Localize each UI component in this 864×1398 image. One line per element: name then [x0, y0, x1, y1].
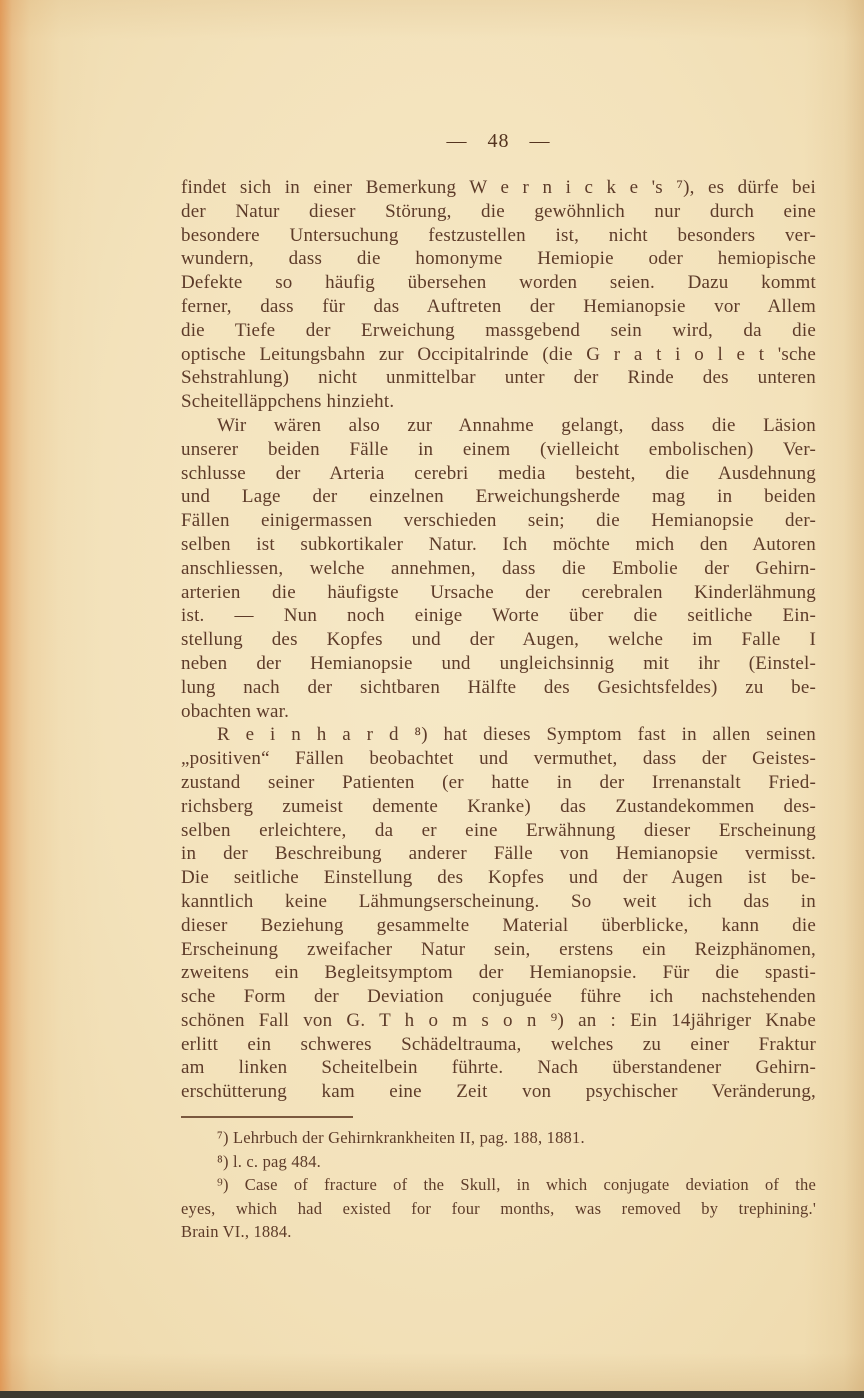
paragraph	[181, 723, 816, 1104]
text-line: Sehstrahlung) nicht unmittelbar unter der Rinde des unteren	[181, 367, 816, 389]
text-line: sche Form der Deviation conjuguée führe ich nachstehenden	[181, 986, 816, 1008]
text-line: zweitens ein Begleitsymptom der Hemianopsie. Für die spasti-	[181, 962, 816, 984]
text-line: in der Beschreibung anderer Fälle von Hemianopsie vermisst.	[181, 843, 816, 865]
text-line: kanntlich keine Lähmungserscheinung. So weit ich das in	[181, 890, 816, 912]
text-line: schönen Fall von G. T h o m s o n ⁹) an : Ein 14jähriger Knabe	[181, 1009, 816, 1031]
paragraph	[181, 1150, 816, 1174]
text-line: stellung des Kopfes und der Augen, welche im Falle I	[181, 629, 816, 651]
text-line: wundern, dass die homonyme Hemiopie oder hemiopische	[181, 248, 816, 270]
body-text	[181, 176, 816, 1104]
text-line: Defekte so häufig übersehen worden seien. Dazu kommt	[181, 272, 816, 294]
text-line: dieser Beziehung gesammelte Material überblicke, kann die	[181, 914, 816, 936]
text-line: lung nach der sichtbaren Hälfte des Gesichtsfeldes) zu be-	[181, 676, 816, 698]
text-line: „positiven“ Fällen beobachtet und vermuthet, dass der Geistes-	[181, 748, 816, 770]
text-line: arterien die häufigste Ursache der cerebralen Kinderlähmung	[181, 581, 816, 603]
text-line: am linken Scheitelbein führte. Nach überstandener Gehirn-	[181, 1057, 816, 1079]
text-line: Erscheinung zweifacher Natur sein, erstens ein Reizphänomen,	[181, 938, 816, 960]
text-line: Scheitelläppchens hinzieht.	[181, 391, 395, 413]
text-line: selben ist subkortikaler Natur. Ich möchte mich den Autoren	[181, 533, 816, 555]
text-line: ist. — Nun noch einige Worte über die seitliche Ein-	[181, 605, 816, 627]
text-line: schlusse der Arteria cerebri media besteht, die Ausdehnung	[181, 462, 816, 484]
text-line: neben der Hemianopsie und ungleichsinnig mit ihr (Einstel-	[181, 652, 816, 674]
page-number: — 48 —	[446, 130, 551, 152]
footnotes	[181, 1126, 816, 1244]
text-line: erlitt ein schweres Schädeltrauma, welches zu einer Fraktur	[181, 1033, 816, 1055]
footnote-line: eyes, which had existed for four months, was removed by trephining.'	[181, 1198, 816, 1218]
text-line: ferner, dass für das Auftreten der Hemianopsie vor Allem	[181, 295, 816, 317]
text-line: besondere Untersuchung festzustellen ist, nicht besonders ver-	[181, 224, 816, 246]
footnote-divider	[181, 1116, 353, 1118]
text-line: findet sich in einer Bemerkung W e r n i c k e 's ⁷), es dürfe bei	[181, 177, 816, 198]
footnote-line: ⁷) Lehrbuch der Gehirnkrankheiten II, pag. 188, 1881.	[217, 1128, 585, 1147]
paragraph	[181, 1126, 816, 1150]
text-line: selben erleichtere, da er eine Erwähnung dieser Erscheinung	[181, 819, 816, 841]
text-line: Fällen einigermassen verschieden sein; die Hemianopsie der-	[181, 510, 816, 532]
text-line: optische Leitungsbahn zur Occipitalrinde (die G r a t i o l e t 'sche	[181, 343, 816, 365]
text-line: zustand seiner Patienten (er hatte in der Irrenanstalt Fried-	[181, 771, 816, 793]
paragraph	[181, 1173, 816, 1244]
text-line: anschliessen, welche annehmen, dass die Embolie der Gehirn-	[181, 557, 816, 579]
footnote-line: ⁹) Case of fracture of the Skull, in which conjugate deviation of the	[217, 1175, 816, 1194]
footnote-line: Brain VI., 1884.	[181, 1222, 292, 1241]
text-line: der Natur dieser Störung, die gewöhnlich nur durch eine	[181, 200, 816, 222]
text-line: Wir wären also zur Annahme gelangt, dass die Läsion	[217, 414, 816, 436]
text-line: und Lage der einzelnen Erweichungsherde mag in beiden	[181, 486, 816, 508]
text-line: die Tiefe der Erweichung massgebend sein wird, da die	[181, 319, 816, 341]
text-line: obachten war.	[181, 700, 290, 722]
text-line: R e i n h a r d ⁸) hat dieses Symptom fast in allen seinen	[217, 724, 816, 746]
paragraph	[181, 414, 816, 723]
text-line: unserer beiden Fälle in einem (vielleicht embolischen) Ver-	[181, 438, 816, 460]
footnote-line: ⁸) l. c. pag 484.	[217, 1151, 322, 1171]
text-line: richsberg zumeist demente Kranke) das Zustandekommen des-	[181, 795, 816, 817]
text-line: erschütterung kam eine Zeit von psychischer Veränderung,	[181, 1081, 816, 1103]
paragraph	[181, 176, 816, 414]
text-line: Die seitliche Einstellung des Kopfes und der Augen ist be-	[181, 867, 816, 889]
